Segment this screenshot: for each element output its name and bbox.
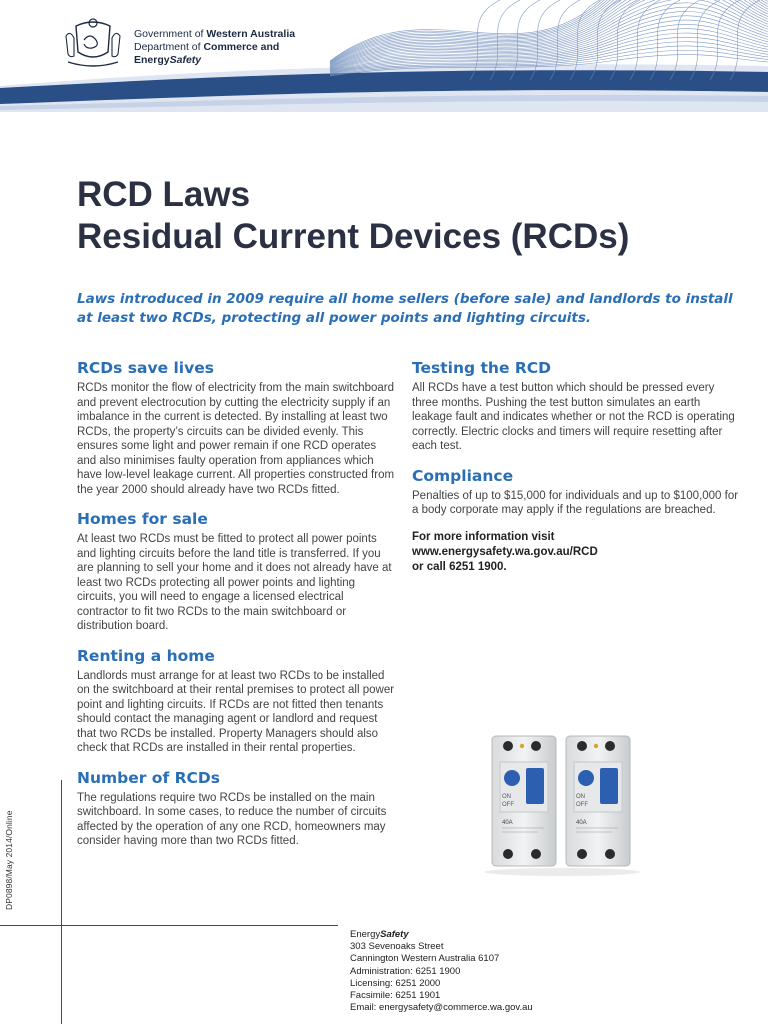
section-body: At least two RCDs must be fitted to protect all power points and lighting circuits before the land title is transferred. If you are planning to sell your home and it does not already have at least two RCDs protecting all power points and lighting circuits, you will need to engage a licensed electrical contractor to fit two RCDs to the main switchboard or distribution board. xyxy=(77,533,392,632)
document-code: DP0898/May 2014/Online xyxy=(4,810,14,910)
more-info-block xyxy=(412,530,742,575)
section-heading: Compliance xyxy=(412,466,514,485)
section-number-of-rcds xyxy=(77,768,397,849)
page-title: RCD Laws xyxy=(77,175,251,214)
contact-admin-phone: Administration: 6251 1900 xyxy=(350,965,461,977)
contact-address-line: 303 Sevenoaks Street xyxy=(350,941,444,953)
contact-org-b: Safety xyxy=(380,929,409,940)
section-heading: Homes for sale xyxy=(77,510,208,528)
contact-fax: Facsimile: 6251 1901 xyxy=(350,990,441,1002)
rcd-devices-image xyxy=(478,728,658,878)
section-body: The regulations require two RCDs be installed on the main switchboard. In some cases, to reduce the number of circuits affected by the operation of any one RCD, homeowners may consider having more than two RCDs fitted. xyxy=(77,791,387,847)
section-body: RCDs monitor the flow of electricity from the main switchboard and prevent electrocution by cutting the electricity supply if an imbalance in the current is detected. By installing at least two RCDs, the property’s circuits can be divided evenly. This ensures some light and power remain if one RCD operates and also minimises faulty operation from appliances which have low-level leakage current. All properties constructed from the year 2000 should already have two RCDs fitted. xyxy=(77,382,395,496)
horizontal-rule xyxy=(0,925,338,926)
rcd-on-label: ON xyxy=(576,794,585,800)
contact-licensing-phone: Licensing: 6251 2000 xyxy=(350,977,441,989)
contact-org-a: Energy xyxy=(350,929,381,940)
section-heading: Testing the RCD xyxy=(412,359,552,377)
header-banner xyxy=(0,0,768,112)
rcd-rating-label: 40A xyxy=(502,820,513,826)
more-info-line: For more information visit xyxy=(412,530,555,543)
section-testing-the-rcd xyxy=(412,358,742,454)
rcd-on-label: ON xyxy=(502,794,511,800)
section-heading: Renting a home xyxy=(77,646,215,665)
gov-name: Western Australia xyxy=(206,28,296,40)
rcd-rating-label: 40A xyxy=(576,820,587,826)
right-column xyxy=(412,358,742,575)
section-heading: RCDs save lives xyxy=(77,359,214,377)
more-info-link[interactable]: www.energysafety.wa.gov.au/RCD xyxy=(412,545,598,558)
left-column xyxy=(77,358,397,861)
rcd-device-right xyxy=(566,736,630,866)
contact-address-line: Cannington Western Australia 6107 xyxy=(350,953,500,965)
agency-name-a: Energy xyxy=(134,54,170,66)
section-compliance xyxy=(412,466,742,518)
section-heading: Number of RCDs xyxy=(77,768,220,787)
section-body: Penalties of up to $15,000 for individuals and up to $100,000 for a body corporate may apply if the regulations are breached. xyxy=(412,489,739,516)
wa-government-crest-icon xyxy=(62,16,124,70)
dept-prefix: Department of xyxy=(134,41,204,53)
section-body: Landlords must arrange for at least two RCDs to be installed on the switchboard at their rental premises to protect all power point and lighting circuits. If RCDs are not fitted then tenants should contact the managing agent or landlord and request that two RCDs be installed. Property Managers should also check that RCDs are installed in their rental properties. xyxy=(77,669,395,754)
section-rcds-save-lives xyxy=(77,358,397,497)
contact-email[interactable]: Email: energysafety@commerce.wa.gov.au xyxy=(350,1002,533,1014)
rcd-off-label: OFF xyxy=(576,802,588,808)
rcd-device-left xyxy=(492,736,556,866)
dept-name: Commerce and xyxy=(203,41,280,53)
government-logo-text xyxy=(134,28,295,67)
agency-name-b: Safety xyxy=(169,54,202,66)
section-homes-for-sale xyxy=(77,509,397,634)
intro-paragraph: Laws introduced in 2009 require all home sellers (before sale) and landlords to install at least two RCDs, protecting all power points and lighting circuits. xyxy=(77,291,733,326)
more-info-phone: or call 6251 1900. xyxy=(412,560,507,573)
page-subtitle: Residual Current Devices (RCDs) xyxy=(77,217,630,256)
section-renting-a-home xyxy=(77,646,397,756)
vertical-rule xyxy=(61,780,62,1024)
contact-block xyxy=(350,929,533,1014)
rcd-off-label: OFF xyxy=(502,802,514,808)
gov-prefix: Government of xyxy=(134,28,207,40)
section-body: All RCDs have a test button which should be pressed every three months. Pushing the test button simulates an earth leakage fault and indicates whether or not the RCD is operating correctly. Electric clocks and timers will require resetting after each test. xyxy=(412,382,735,452)
